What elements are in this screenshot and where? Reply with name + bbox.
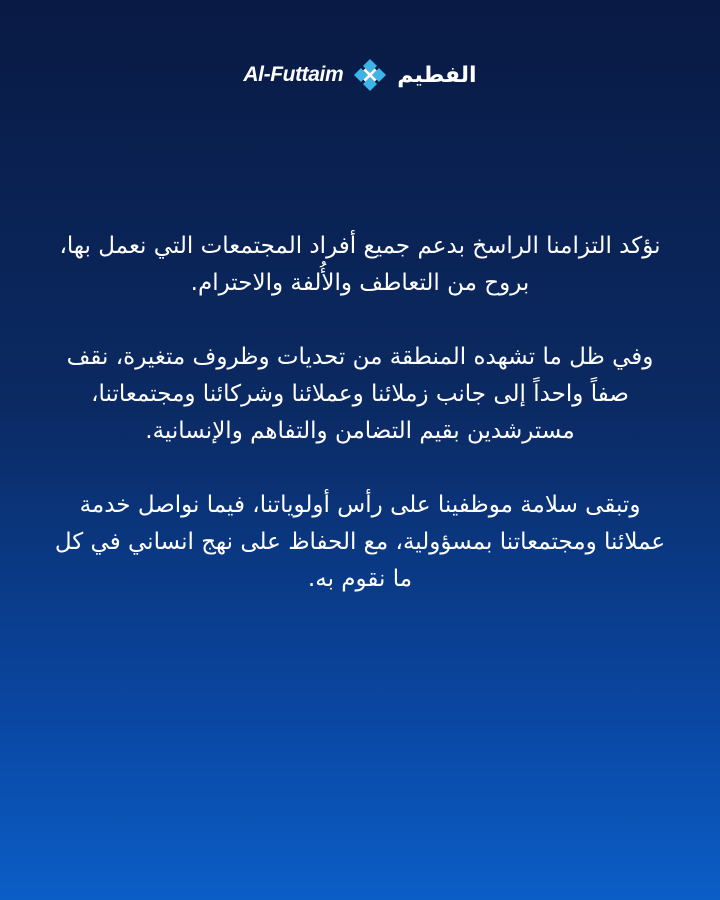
al-futtaim-mark-icon xyxy=(353,58,387,92)
brand-latin-name: Al-Futtaim xyxy=(243,63,344,86)
statement-paragraph-3: وتبقى سلامة موظفينا على رأس أولوياتنا، فيما نواصل خدمة عملائنا ومجتمعاتنا بمسؤولية، مع الحفاظ على نهج انساني في كل ما نقوم به. xyxy=(54,492,666,592)
brand-logo xyxy=(0,55,720,95)
statement-text xyxy=(50,228,670,635)
brand-arabic-name: الفطيم xyxy=(397,62,477,88)
statement-paragraph-1: نؤكد التزامنا الراسخ بدعم جميع أفراد المجتمعات التي نعمل بها، بروح من التعاطف والأُلفة والاحترام. xyxy=(59,233,661,296)
statement-paragraph-2: وفي ظل ما تشهده المنطقة من تحديات وظروف متغيرة، نقف صفاً واحداً إلى جانب زملائنا وعملائنا وشركائنا ومجتمعاتنا، مسترشدين بقيم التضامن والتفاهم والإنسانية. xyxy=(66,344,654,444)
